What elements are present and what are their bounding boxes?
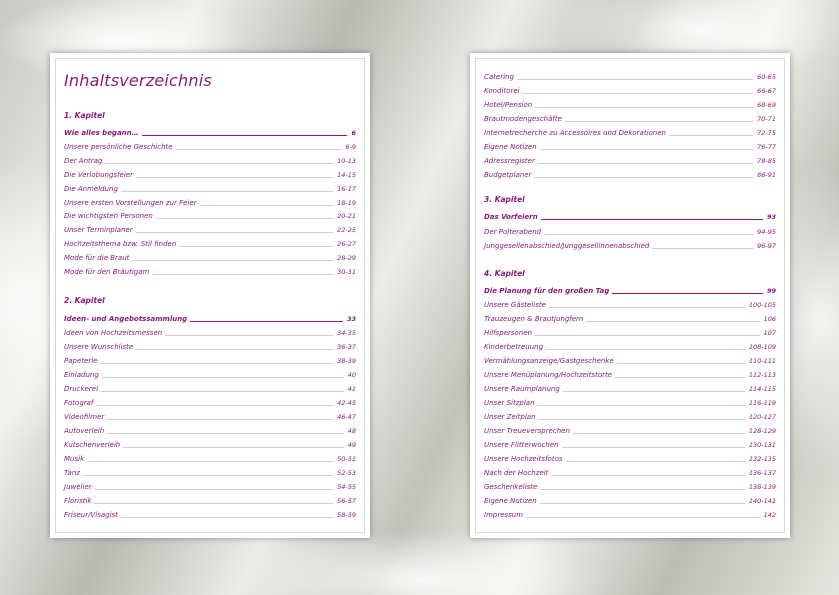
toc-entry-title: Hotel/Pension [484,101,533,109]
toc-entry-page: 36-37 [337,343,356,351]
toc-entry-page: 6 [351,129,356,137]
toc-entry[interactable] [64,168,356,180]
toc-entry-title: Der Polterabend [484,227,542,236]
toc-entry-page: 58-59 [337,511,356,519]
toc-leader-line [573,433,745,434]
toc-entry[interactable] [484,126,776,138]
toc-entry-page: 52-53 [337,469,356,477]
toc-leader-line [538,405,745,406]
toc-entry[interactable] [484,438,776,450]
toc-leader-line [563,391,745,392]
toc-entry[interactable] [484,140,776,152]
toc-leader-line [669,135,753,136]
toc-leader-line [200,205,334,206]
toc-entry[interactable] [484,210,776,222]
toc-leader-line [107,433,344,434]
toc-entry-page: 68-69 [757,101,776,109]
toc-entry-page: 120-127 [748,413,776,421]
page-title: Inhaltsverzeichnis [64,71,212,90]
toc-entry-page: 42-45 [337,399,356,407]
toc-entry-page: 99 [766,287,776,295]
toc-leader-line [132,260,333,261]
toc-entry[interactable] [64,354,356,366]
toc-leader-line [107,419,333,420]
toc-entry-page: 46-47 [337,413,356,421]
toc-entry[interactable] [484,368,776,380]
toc-entry-page: 49 [347,441,356,449]
toc-entry-page: 93 [766,213,776,221]
toc-entry[interactable] [64,410,356,422]
toc-entry-page: 6-9 [345,142,356,151]
toc-leader-line [136,232,333,233]
toc-leader-line [541,219,763,220]
toc-entry[interactable] [64,480,356,492]
toc-leader-line [179,246,333,247]
toc-entry[interactable] [64,382,356,394]
toc-entry-page: 48 [347,427,356,435]
toc-entry[interactable] [64,368,356,380]
toc-entry-title: Trauzeugen & Brautjungfern [484,315,584,323]
toc-entry-title: Mode für die Braut [64,254,130,263]
toc-entry-title: Tanz [64,469,80,477]
toc-entry-title: Ideen- und Angebotssammlung [64,315,188,323]
toc-entry-title: Die Verlobungsfeier [64,170,133,179]
toc-entry[interactable] [64,223,356,235]
toc-entry[interactable] [64,438,356,450]
toc-entry-title: Budgetplaner [484,171,532,179]
toc-entry-page: 138-139 [748,483,776,491]
toc-entry-page: 60-65 [757,73,776,81]
toc-leader-line [517,79,753,80]
toc-entry-page: 76-77 [757,143,776,151]
toc-entry-title: Kinderbetreuung [484,343,544,351]
toc-leader-line [612,293,763,294]
toc-entry[interactable] [484,354,776,366]
toc-leader-line [83,475,333,476]
toc-leader-line [549,307,745,308]
toc-leader-line [176,149,342,150]
chapter-heading: 4. Kapitel [484,269,525,278]
toc-entry-title: Unsere ersten Vorstellungen zur Feier [64,198,197,207]
toc-leader-line [540,489,744,490]
toc-leader-line [546,349,745,350]
toc-entry-title: Autoverleih [64,427,105,435]
toc-entry-page: 106 [763,315,776,323]
toc-entry[interactable] [484,466,776,478]
toc-entry-title: Die wichtigsten Personen [64,212,153,221]
toc-leader-line [615,377,745,378]
toc-entry-page: 18-19 [337,198,356,207]
toc-entry-page: 70-71 [757,115,776,123]
toc-entry[interactable] [64,452,356,464]
toc-leader-line [562,447,745,448]
toc-entry[interactable] [64,196,356,208]
toc-entry-title: Unsere Raumplanung [484,385,560,393]
toc-entry-title: Die Planung für den großen Tag [484,287,610,295]
toc-leader-line [190,321,343,322]
toc-entry[interactable] [484,508,776,520]
toc-entry-title: Videofilmer [64,413,105,421]
toc-leader-line [123,447,344,448]
toc-leader-line [100,363,333,364]
toc-entry-title: Kutschenverleih [64,441,121,449]
toc-entry-page: 130-131 [748,441,776,449]
toc-entry-title: Internetrecherche zu Accessoires und Dekorationen [484,129,666,137]
toc-entry-page: 41 [347,385,356,393]
toc-entry-page: 28-29 [337,254,356,263]
toc-entry-title: Adressregister [484,157,535,165]
toc-entry-title: Unser Sitzplan [484,399,535,407]
toc-entry-page: 132-135 [748,455,776,463]
toc-entry[interactable] [484,298,776,310]
toc-entry-page: 20-21 [337,212,356,221]
toc-leader-line [136,349,333,350]
toc-entry[interactable] [484,284,776,296]
toc-entry-title: Der Antrag [64,156,103,165]
toc-entry-title: Juwelier [64,483,92,491]
toc-entry-title: Unser Treueversprechen [484,427,570,435]
toc-entry-page: 108-109 [748,343,776,351]
toc-entry[interactable] [484,410,776,422]
toc-entry-title: Eigene Notizen [484,143,537,151]
toc-entry-page: 54-55 [337,483,356,491]
toc-leader-line [156,218,333,219]
toc-entry[interactable] [64,182,356,194]
toc-leader-line [535,335,760,336]
toc-entry[interactable] [64,326,356,338]
toc-entry-title: Fotograf [64,399,94,407]
toc-entry-page: 66-67 [757,87,776,95]
toc-entry-title: Eigene Notizen [484,497,537,505]
toc-entry[interactable] [64,251,356,263]
toc-entry[interactable] [64,424,356,436]
toc-entry-title: Die Anmeldung [64,184,118,193]
toc-leader-line [136,177,333,178]
toc-entry-page: 34-35 [337,329,356,337]
toc-leader-line [566,461,745,462]
toc-entry-page: 94-95 [757,227,776,236]
toc-entry-title: Das Vorfeiern [484,213,538,221]
toc-entry[interactable] [484,225,776,237]
toc-entry[interactable] [64,466,356,478]
chapter-heading: 3. Kapitel [484,195,525,204]
toc-entry[interactable] [64,126,356,138]
toc-entry-page: 14-15 [337,170,356,179]
toc-entry[interactable] [484,168,776,180]
toc-leader-line [617,363,745,364]
toc-entry-page: 86-91 [757,171,776,179]
toc-entry-title: Unser Terminplaner [64,226,133,235]
toc-leader-line [534,177,753,178]
toc-leader-line [540,149,753,150]
toc-entry-title: Unsere Flitterwochen [484,441,559,449]
toc-entry[interactable] [484,239,776,251]
toc-entry-page: 10-13 [337,156,356,165]
toc-entry-page: 22-25 [337,226,356,235]
toc-entry[interactable] [484,424,776,436]
toc-entry-page: 128-129 [748,427,776,435]
toc-leader-line [102,377,344,378]
toc-entry-title: Ideen von Hochzeitsmessen [64,329,163,337]
toc-entry-page: 136-137 [748,469,776,477]
toc-entry-page: 38-39 [337,357,356,365]
toc-entry-title: Druckerei [64,385,99,393]
toc-entry[interactable] [484,112,776,124]
toc-entry-title: Unsere Hochzeitsfotos [484,455,563,463]
toc-page-right [470,53,790,538]
toc-entry[interactable] [484,70,776,82]
toc-leader-line [539,419,745,420]
toc-entry-page: 107 [763,329,776,337]
toc-entry-title: Unsere persönliche Geschichte [64,142,173,151]
toc-leader-line [523,93,754,94]
toc-entry-page: 50-51 [337,455,356,463]
toc-entry[interactable] [484,154,776,166]
toc-entry[interactable] [484,326,776,338]
toc-entry[interactable] [484,312,776,324]
toc-entry-title: Einladung [64,371,99,379]
toc-entry-page: 26-27 [337,240,356,249]
toc-leader-line [551,475,744,476]
toc-entry-page: 78-85 [757,157,776,165]
toc-entry[interactable] [64,154,356,166]
toc-leader-line [165,335,333,336]
toc-entry-title: Unser Zeitplan [484,413,536,421]
toc-leader-line [121,517,333,518]
chapter-heading: 1. Kapitel [64,111,105,120]
toc-entry-title: Brautmodengeschäfte [484,115,562,123]
toc-entry[interactable] [484,396,776,408]
toc-entry-title: Konditorei [484,87,520,95]
toc-entry[interactable] [64,396,356,408]
toc-entry-title: Hochzeitsthema bzw. Stil finden [64,240,177,249]
toc-entry[interactable] [64,312,356,324]
toc-entry-page: 116-119 [748,399,776,407]
toc-entry-title: Mode für den Bräutigam [64,268,150,276]
toc-entry-title: Catering [484,73,514,81]
toc-entry-page: 40 [347,371,356,379]
toc-leader-line [535,107,753,108]
toc-leader-line [95,489,334,490]
toc-entry-title: Vermählungsanzeige/Gastgeschenke [484,357,614,365]
toc-leader-line [586,321,759,322]
toc-entry-title: Unsere Wunschliste [64,343,134,351]
toc-entry-title: Papeterie [64,357,98,365]
toc-entry-page: 114-115 [748,385,776,393]
toc-entry[interactable] [484,84,776,96]
toc-entry-title: Floristik [64,497,92,505]
toc-entry[interactable] [484,382,776,394]
toc-leader-line [544,234,753,235]
toc-entry[interactable] [64,237,356,249]
toc-leader-line [526,517,760,518]
toc-entry-page: 142 [763,511,776,519]
toc-entry-page: 56-57 [337,497,356,505]
toc-leader-line [87,461,333,462]
toc-entry[interactable] [64,209,356,221]
toc-entry-title: Musik [64,455,85,463]
toc-entry-title: Friseur/Visagist [64,511,118,519]
toc-entry[interactable] [484,98,776,110]
toc-entry-page: 30-31 [337,268,356,276]
toc-entry-title: Unsere Menüplanung/Hochzeitstorte [484,371,613,379]
toc-entry-title: Unsere Gästeliste [484,301,546,309]
toc-entry-page: 110-111 [748,357,776,365]
toc-entry-page: 140-141 [748,497,776,505]
toc-leader-line [540,503,745,504]
toc-leader-line [652,248,753,249]
toc-page-left [50,53,370,538]
toc-entry-title: Hilfspersonen [484,329,533,337]
toc-leader-line [538,163,753,164]
toc-entry[interactable] [64,265,356,277]
toc-entry-title: Wie alles begann… [64,129,139,137]
toc-entry-page: 16-17 [337,184,356,193]
toc-entry-title: Junggesellenabschied/Junggesellinnenabschied [484,242,650,250]
toc-entry-page: 33 [346,315,356,323]
toc-entry[interactable] [64,340,356,352]
toc-leader-line [142,135,348,136]
toc-leader-line [94,503,333,504]
toc-leader-line [105,163,333,164]
toc-entry-title: Impressum [484,511,524,519]
toc-entry[interactable] [484,480,776,492]
toc-entry-title: Nach der Hochzeit [484,469,549,477]
toc-entry-page: 100-105 [748,301,776,309]
toc-entry[interactable] [64,494,356,506]
toc-leader-line [121,191,333,192]
toc-entry[interactable] [64,508,356,520]
toc-leader-line [152,274,333,275]
toc-leader-line [565,121,753,122]
toc-entry[interactable] [484,494,776,506]
toc-entry-page: 96-97 [757,242,776,250]
toc-entry[interactable] [484,452,776,464]
toc-leader-line [96,405,333,406]
toc-entry-title: Geschenkeliste [484,483,538,491]
toc-entry[interactable] [64,140,356,152]
toc-entry-page: 112-113 [748,371,776,379]
toc-entry-page: 72-75 [757,129,776,137]
chapter-heading: 2. Kapitel [64,296,105,305]
toc-entry[interactable] [484,340,776,352]
toc-leader-line [101,391,344,392]
